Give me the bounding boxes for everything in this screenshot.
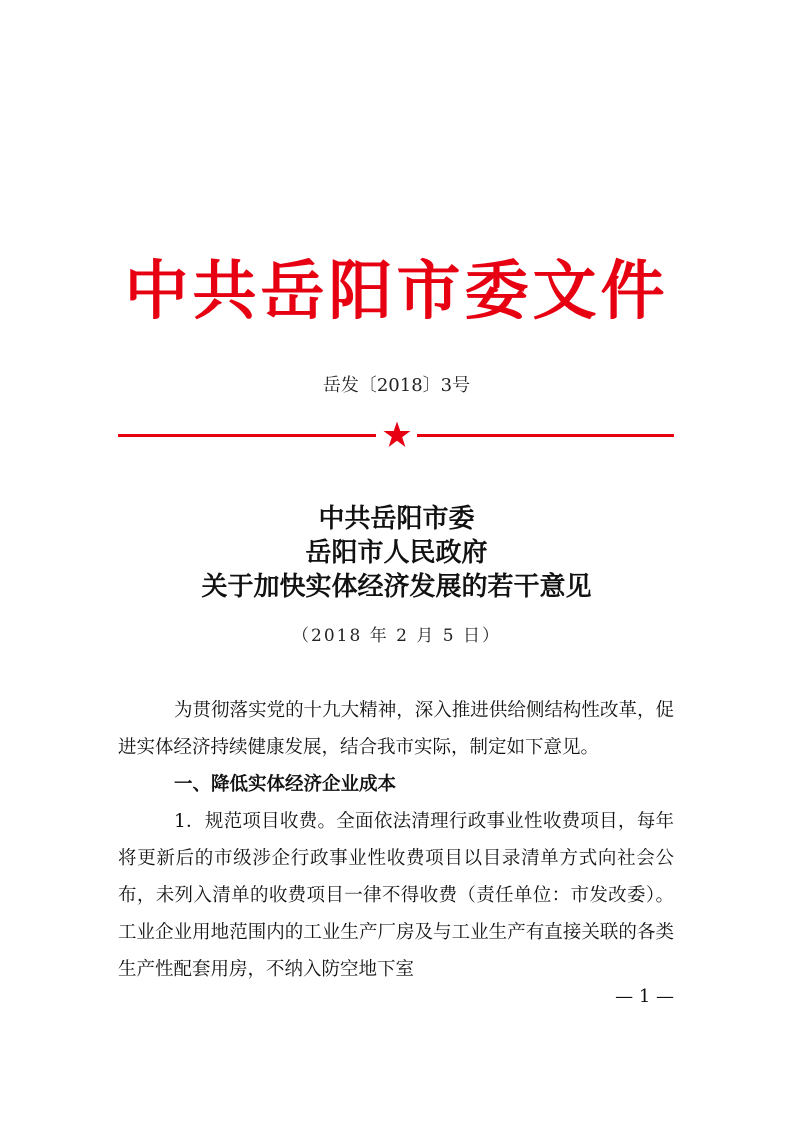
- intro-paragraph: 为贯彻落实党的十九大精神，深入推进供给侧结构性改革，促进实体经济持续健康发展，结合我市实际，制定如下意见。: [118, 700, 674, 758]
- issue-date: （2018 年 2 月 5 日）: [292, 626, 501, 646]
- section-heading: 一、降低实体经济企业成本: [174, 774, 397, 795]
- title-line-2: 岳阳市人民政府: [305, 538, 488, 568]
- title-line-3: 关于加快实体经济发展的若干意见: [201, 572, 592, 602]
- item-paragraph: 1．规范项目收费。全面依法清理行政事业性收费项目，每年将更新后的市级涉企行政事业性收费项目以目录清单方式向社会公布，未列入清单的收费项目一律不得收费（责任单位：市发改委）。工业企业用地范围内的工业生产厂房及与工业生产有直接关联的各类生产性配套用房，不纳入防空地下室: [118, 811, 674, 980]
- title-line-1: 中共岳阳市委: [318, 504, 475, 534]
- document-number: 岳发〔2018〕3号: [322, 375, 471, 396]
- issuer-title: 中共岳阳市委文件: [124, 255, 669, 329]
- document-title: [0, 502, 793, 604]
- page-number: — 1 —: [615, 986, 674, 1007]
- red-divider-left: [118, 434, 376, 437]
- star-icon: [382, 420, 412, 450]
- red-divider-right: [417, 434, 674, 437]
